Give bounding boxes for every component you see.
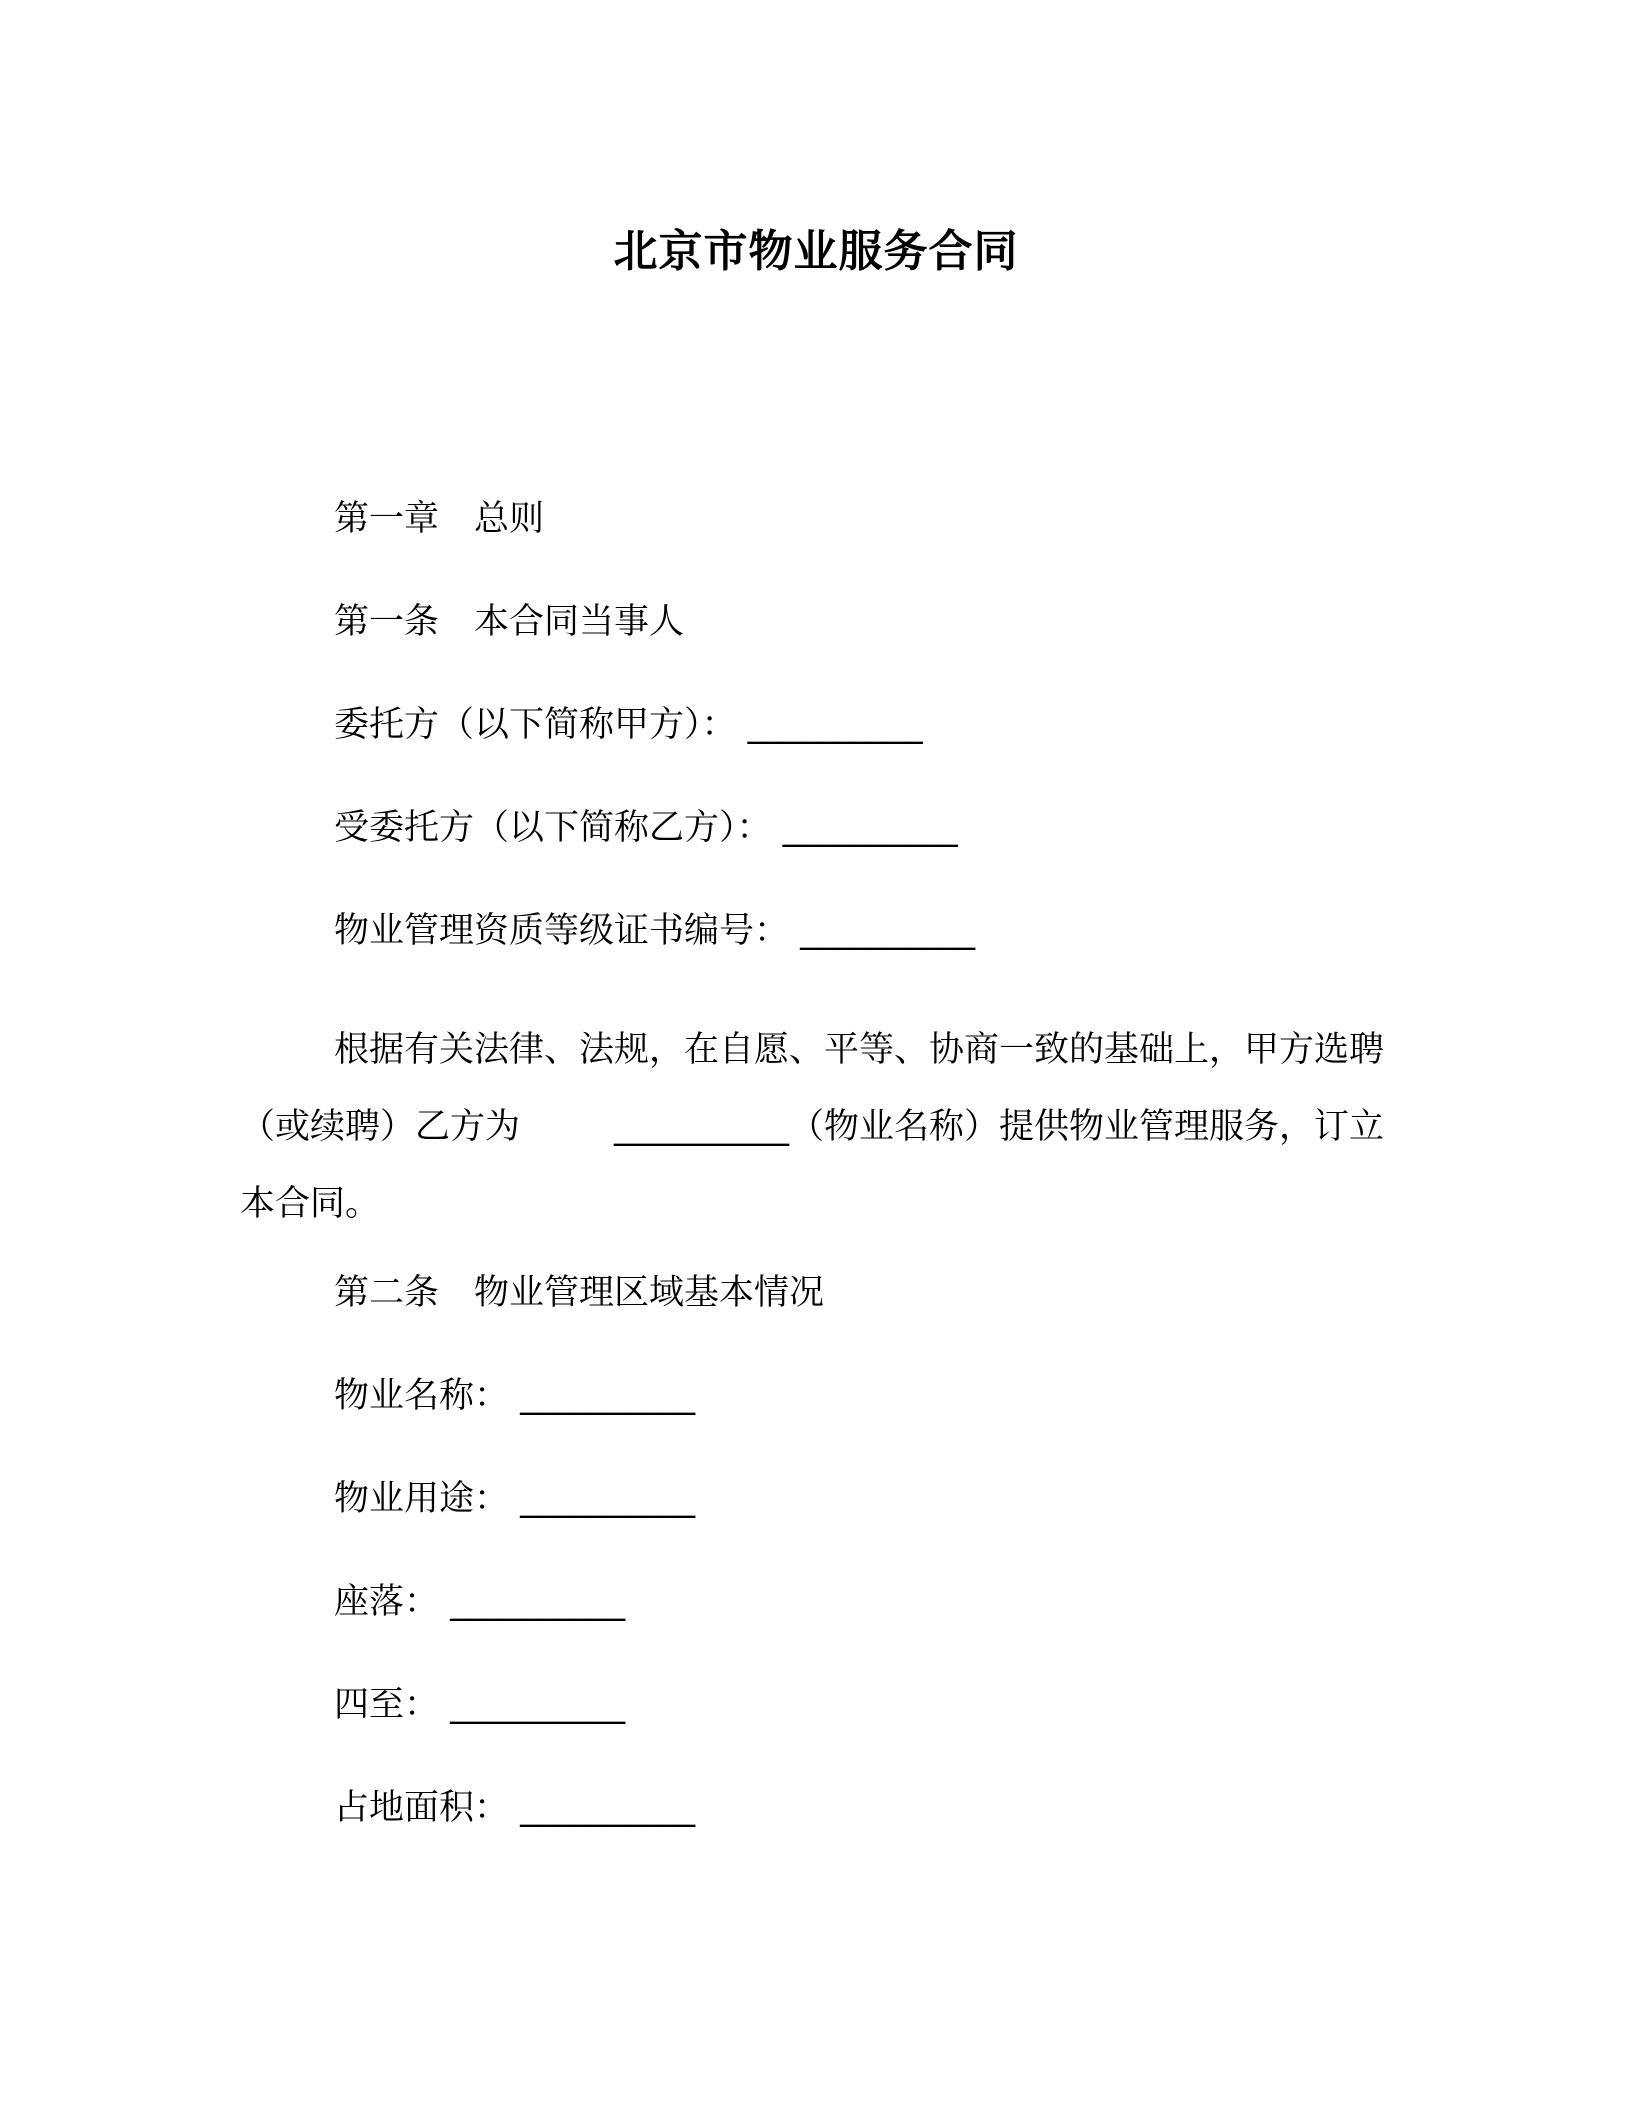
location-blank: __________: [450, 1582, 626, 1622]
property-name-blank: __________: [520, 1376, 696, 1416]
party-a-blank: __________: [747, 705, 923, 745]
location-line: [334, 1577, 625, 1627]
party-b-blank: __________: [782, 808, 958, 848]
property-use-blank: __________: [520, 1479, 696, 1519]
boundaries-label: 四至：: [334, 1685, 440, 1725]
article2-heading: 第二条 物业管理区域基本情况: [334, 1273, 825, 1313]
party-a-label: 委托方（以下简称甲方）：: [334, 705, 737, 745]
property-use-label: 物业用途：: [334, 1479, 510, 1519]
party-a-line: [334, 700, 923, 750]
property-use-line: [334, 1474, 695, 1524]
intro-paragraph: [240, 1012, 1390, 1243]
chapter-heading: 第一章 总则: [334, 499, 545, 539]
land-area-label: 占地面积：: [334, 1788, 510, 1828]
certificate-label: 物业管理资质等级证书编号：: [334, 911, 790, 951]
intro-text-part2: （物业名称）提供物业管理服务，订立本合同。: [240, 1107, 1385, 1224]
intro-text-part1: 根据有关法律、法规，在自愿、平等、协商一致的基础上，甲方选聘（或续聘）乙方为: [240, 1030, 1385, 1147]
intro-blank: __________: [614, 1107, 790, 1147]
location-label: 座落：: [334, 1582, 440, 1622]
party-b-line: [334, 803, 958, 853]
land-area-blank: __________: [520, 1788, 696, 1828]
certificate-line: [334, 906, 975, 956]
property-name-line: [334, 1371, 695, 1421]
party-b-label: 受委托方（以下简称乙方）：: [334, 808, 772, 848]
document-title: 北京市物业服务合同: [613, 226, 1019, 277]
article1-heading: 第一条 本合同当事人: [334, 602, 685, 642]
certificate-blank: __________: [800, 911, 976, 951]
boundaries-blank: __________: [450, 1685, 626, 1725]
boundaries-line: [334, 1680, 625, 1730]
land-area-line: [334, 1783, 695, 1833]
property-name-label: 物业名称：: [334, 1376, 510, 1416]
